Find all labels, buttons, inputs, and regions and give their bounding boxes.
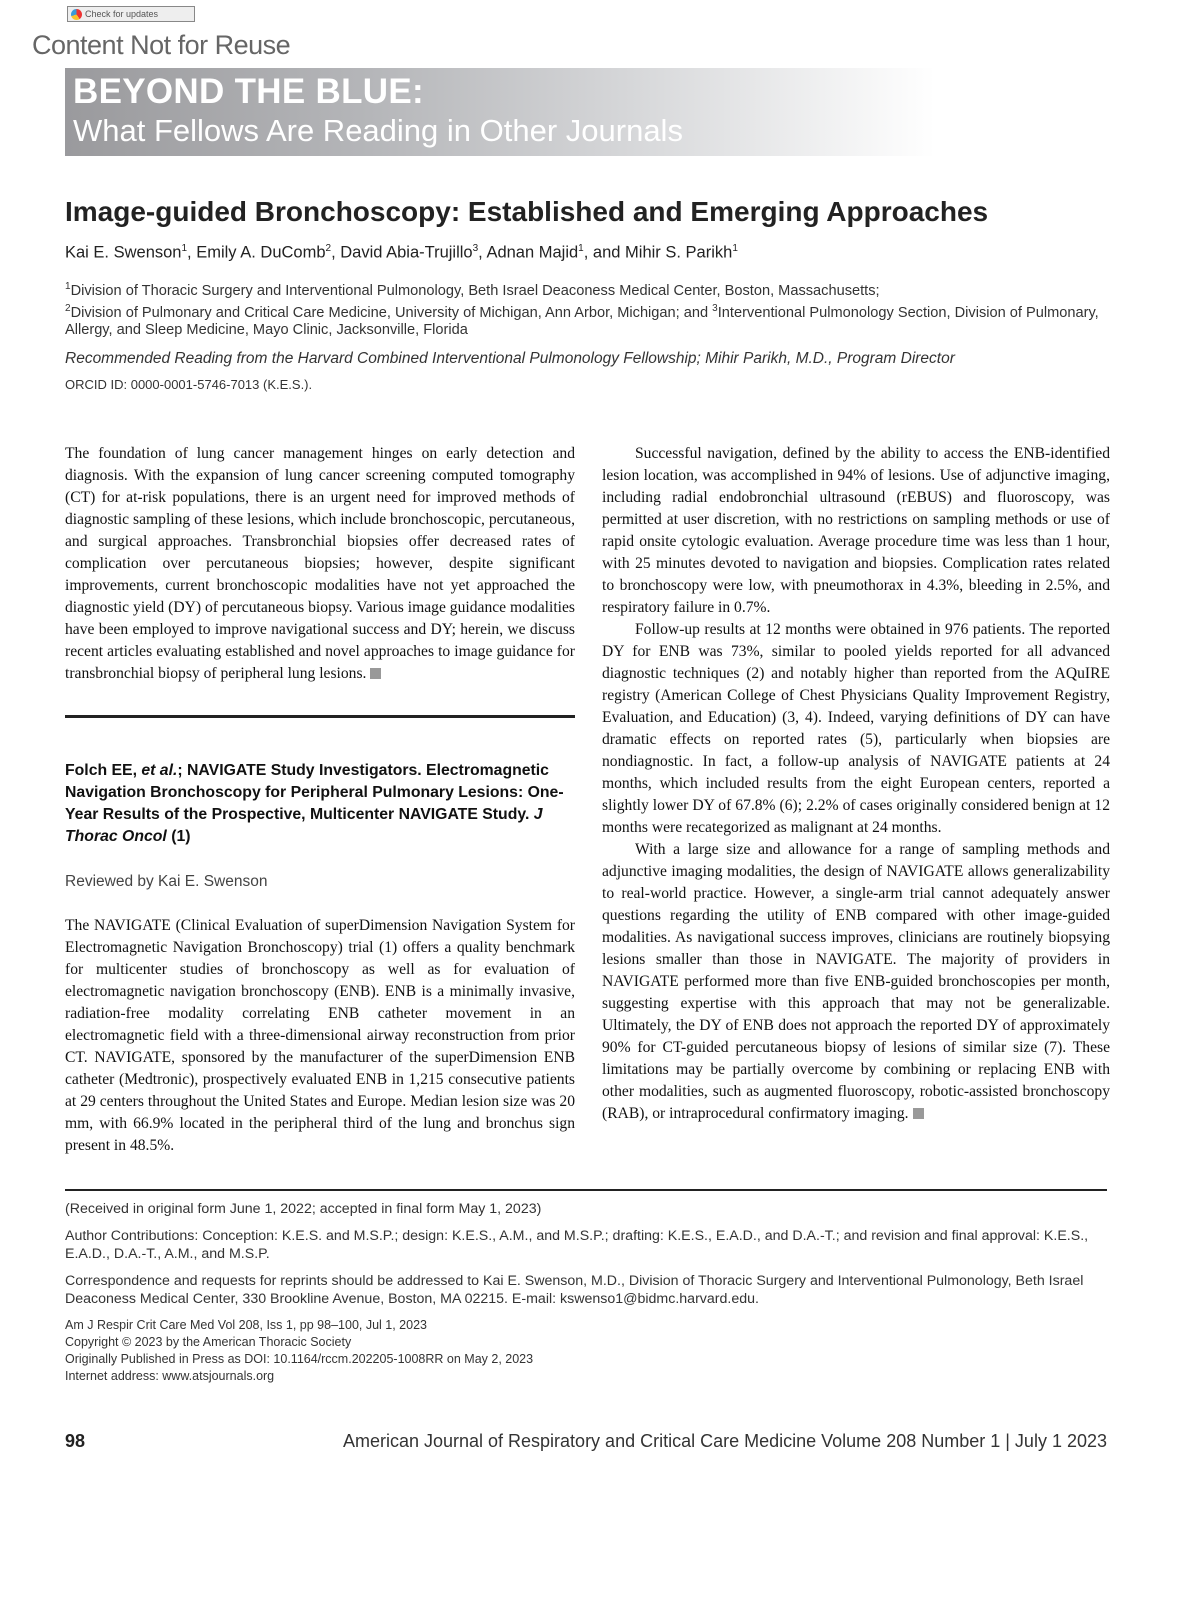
left-column [65, 443, 575, 1157]
ref-number: (1) [166, 827, 191, 845]
citation: Am J Respir Crit Care Med Vol 208, Iss 1, pp 98–100, Jul 1, 2023 [65, 1317, 427, 1332]
crossmark-icon [71, 9, 82, 20]
ref-authors: Folch EE, [65, 761, 142, 779]
orcid: ORCID ID: 0000-0001-5746-7013 (K.E.S.). [65, 376, 313, 392]
body-paragraph: Follow-up results at 12 months were obtained in 976 patients. The reported DY for ENB was 73%, similar to pooled yields reported for all advanced diagnostic techniques (2) and notably higher than reported from the AQuIRE registry (American College of Chest Physicians Quality Improvement Registry, Evaluation, and Education) (3, 4). Indeed, varying definitions of DY can have dramatic effects on reported rates (5), particularly when biopsies are nondiagnostic. In fact, a follow-up analysis of NAVIGATE patients at 24 months, which included results from the eight European centers, reported a slightly lower DY of 67.8% (6); 2.2% of cases originally considered benign at 12 months were recategorized as malignant at 24 months. [602, 620, 1110, 836]
affiliations [65, 278, 1110, 339]
affiliation-3: Interventional Pulmonology Section, Division of Pulmonary, Allergy, and Sleep Medicine, Mayo Clinic, Jacksonville, Florida [65, 304, 1099, 338]
correspondence: Correspondence and requests for reprints should be addressed to Kai E. Swenson, M.D., Division of Thoracic Surgery and Interventional Pulmonology, Beth Israel Deaconess Medical Center, 330 Brookline Avenue, Boston, MA 02215. E-mail: kswenso1@bidmc.harvard.edu. [65, 1272, 1084, 1307]
author: Adnan Majid [486, 243, 579, 262]
author-affiliation-sup: 2 [325, 243, 332, 254]
body-paragraph: With a large size and allowance for a range of sampling methods and adjunctive imaging modalities, the design of NAVIGATE allows generalizability to real-world practice. However, a single-arm trial cannot adequately answer questions regarding the utility of ENB compared with other image-guided modalities. As navigational success improves, clinicians are routinely biopsying lesions smaller than those in NAVIGATE. The majority of providers in NAVIGATE performed more than five ENB-guided bronchoscopies per month, suggesting expertise with this approach that may not be generalizable. Ultimately, the DY of ENB does not approach the reported DY of approximately 90% for CT-guided percutaneous biopsy of lesions of similar size (7). These limitations may be partially overcome by combining or replacing ENB with other modalities, such as augmented fluoroscopy, robotic-assisted bronchoscopy (RAB), or intraprocedural confirmatory imaging. [602, 840, 1110, 1122]
journal-footer: American Journal of Respiratory and Critical Care Medicine Volume 208 Number 1 | July 1 2023 [342, 1430, 1107, 1451]
copyright: Copyright © 2023 by the American Thoracic Society [65, 1334, 352, 1349]
doi: Originally Published in Press as DOI: 10.1164/rccm.202205-1008RR on May 2, 2023 [65, 1351, 534, 1366]
body-left-column [65, 915, 575, 1157]
two-column-body [65, 443, 1110, 1157]
separator: , [478, 243, 487, 262]
check-for-updates-badge[interactable] [67, 6, 195, 22]
author-affiliation-sup: 3 [472, 243, 479, 254]
author: Mihir S. Parikh [625, 243, 733, 262]
affil-sup: 2 [65, 302, 71, 314]
affiliation-1: Division of Thoracic Surgery and Interventional Pulmonology, Beth Israel Deaconess Medical Center, Boston, Massachusetts; [70, 282, 880, 299]
ref-journal: J Thorac Oncol [65, 805, 543, 845]
author: Kai E. Swenson [65, 243, 182, 262]
article-title: Image-guided Bronchoscopy: Established and Emerging Approaches [65, 196, 989, 227]
page-footer [65, 1430, 1107, 1472]
body-right-column [602, 443, 1110, 1157]
recommended-reading-note: Recommended Reading from the Harvard Combined Interventional Pulmonology Fellowship; Mihir Parikh, M.D., Program Director [65, 349, 955, 367]
author-affiliation-sup: 1 [732, 243, 738, 254]
affil-sup: 1 [65, 281, 71, 292]
intro-paragraph: The foundation of lung cancer management hinges on early detection and diagnosis. With the expansion of lung cancer screening computed tomography (CT) for at-risk populations, there is an urgent need for improved methods of diagnostic sampling of these lesions, which include bronchoscopic, percutaneous, and surgical approaches. Transbronchial biopsies offer decreased rates of complication over percutaneous biopsies; however, despite significant improvements, current bronchoscopic modalities have not yet approached the diagnostic yield (DY) of percutaneous biopsy. Various image guidance modalities have been employed to improve navigational success and DY; herein, we discuss recent articles evaluating established and novel approaches to image guidance for transbronchial biopsy of peripheral lung lesions. [65, 444, 575, 682]
author: David Abia-Trujillo [340, 243, 473, 262]
watermark: Content Not for Reuse [32, 30, 291, 60]
reviewed-by: Reviewed by Kai E. Swenson [65, 872, 268, 890]
end-mark-icon [370, 668, 381, 679]
end-mark-icon [913, 1108, 924, 1119]
banner-title: BEYOND THE BLUE: [73, 72, 424, 111]
separator: , [187, 243, 197, 262]
author-contributions: Author Contributions: Conception: K.E.S. and M.S.P.; design: K.E.S., A.M., and M.S.P.; drafting: K.E.S., E.A.D., and D.A.-T.; and revision and final approval: K.E.S., E.A.D., D.A.-T., A.M., and M.S.P. [65, 1227, 1089, 1262]
body-paragraph: Successful navigation, defined by the ability to access the ENB-identified lesion location, was accomplished in 94% of lesions. Use of adjunctive imaging, including radial endobronchial ultrasound (rEBUS) and fluoroscopy, was permitted at user discretion, with no restrictions on sampling methods or use of rapid onsite cytologic evaluation. Average procedure time was less than 1 hour, with 25 minutes devoted to navigation and biopsies. Complication rates related to bronchoscopy were low, with pneumothorax in 4.3%, bleeding in 2.5%, and respiratory failure in 0.7%. [602, 444, 1110, 616]
internet-address: Internet address: www.atsjournals.org [65, 1368, 275, 1383]
reference-heading [65, 760, 575, 848]
footnote-divider [65, 1189, 1107, 1191]
intro-column [65, 443, 575, 685]
received-dates: (Received in original form June 1, 2022; accepted in final form May 1, 2023) [65, 1200, 542, 1217]
affiliation-2: Division of Pulmonary and Critical Care Medicine, University of Michigan, Ann Arbor, Michigan; and [70, 304, 713, 321]
banner-subtitle: What Fellows Are Reading in Other Journals [73, 113, 683, 148]
author: Emily A. DuComb [196, 243, 326, 262]
article-flow [65, 0, 1110, 1472]
body-paragraph: The NAVIGATE (Clinical Evaluation of superDimension Navigation System for Electromagnetic Navigation Bronchoscopy) trial (1) offers a quality benchmark for multicenter studies of bronchoscopy as well as for evaluation of electromagnetic navigation bronchoscopy (ENB). ENB is a minimally invasive, radiation-free modality correlating ENB catheter movement in an electromagnetic field with a three-dimensional airway reconstruction from prior CT. NAVIGATE, sponsored by the manufacturer of the superDimension ENB catheter (Medtronic), prospectively evaluated ENB in 1,215 consecutive patients at 29 centers throughout the United States and Europe. Median lesion size was 20 mm, with 66.9% located in the peripheral third of the lung and bronchus sign present in 48.5%. [65, 916, 575, 1154]
check-for-updates-label: Check for updates [85, 9, 159, 19]
author-affiliation-sup: 1 [181, 243, 188, 254]
separator: , and [583, 243, 626, 262]
page-number: 98 [65, 1430, 86, 1451]
ref-etal: et al. [141, 761, 178, 779]
author-affiliation-sup: 1 [578, 243, 584, 254]
ref-title: ; NAVIGATE Study Investigators. Electromagnetic Navigation Bronchoscopy for Peripheral Pulmonary Lesions: One-Year Results of the Prospective, Multicenter NAVIGATE Study. [65, 761, 564, 823]
affil-sup: 3 [712, 302, 718, 314]
section-divider [65, 715, 575, 718]
separator: , [331, 243, 341, 262]
